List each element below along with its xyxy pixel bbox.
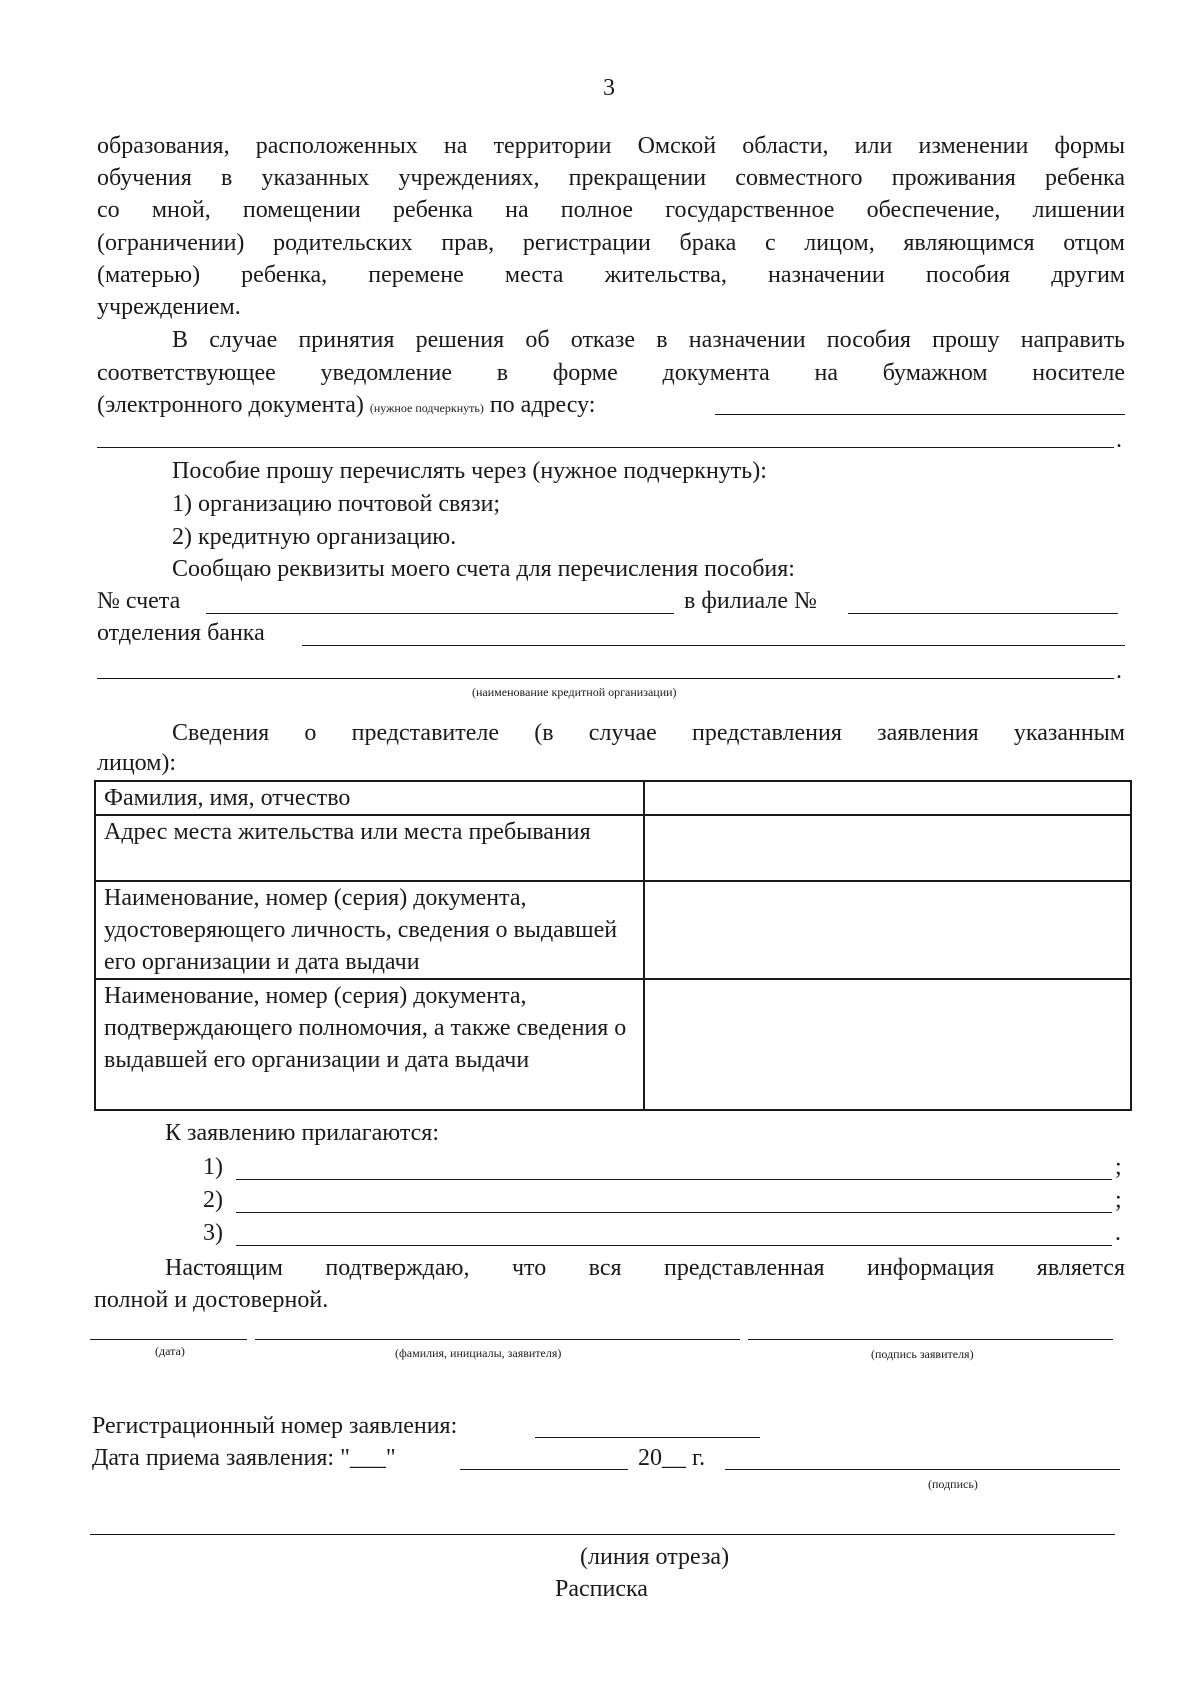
- paragraph-text: (электронного документа): [97, 392, 364, 418]
- applicant-name-field[interactable]: [255, 1339, 740, 1340]
- address-field[interactable]: [715, 414, 1125, 415]
- confirmation-text: полной и достоверной.: [94, 1287, 329, 1313]
- registration-number-label: Регистрационный номер заявления:: [92, 1413, 458, 1439]
- paragraph-line: обучения в указанных учреждениях, прекращении совместного проживания ребенка: [97, 165, 1125, 191]
- table-row: [95, 781, 1131, 815]
- paragraph-line: (матерью) ребенка, перемене места жительства, назначении пособия другим: [97, 262, 1125, 288]
- confirmation-text: Настоящим подтверждаю, что вся представленная информация является: [165, 1255, 1125, 1281]
- end-period: .: [1116, 658, 1122, 684]
- table-cell-value[interactable]: [644, 781, 1131, 815]
- representative-intro: Сведения о представителе (в случае представления заявления указанным: [172, 720, 1125, 746]
- credit-org-caption: (наименование кредитной организации): [472, 685, 677, 699]
- paragraph-line: В случае принятия решения об отказе в назначении пособия прошу направить: [172, 327, 1125, 353]
- address-field-continued[interactable]: [97, 447, 1114, 448]
- receipt-year: 20__ г.: [638, 1445, 706, 1471]
- attachment-field-2[interactable]: [236, 1212, 1112, 1213]
- representative-table: [94, 780, 1132, 1111]
- signature-caption: (подпись заявителя): [871, 1347, 974, 1361]
- end-period: .: [1116, 427, 1122, 453]
- page-number: 3: [603, 75, 615, 101]
- account-number-field[interactable]: [206, 613, 674, 614]
- table-row: [95, 979, 1131, 1110]
- applicant-signature-field[interactable]: [748, 1339, 1113, 1340]
- branch-label: в филиале №: [684, 588, 817, 614]
- attachment-number: 2): [203, 1187, 223, 1213]
- cut-line: [90, 1534, 1115, 1535]
- table-cell-label: Наименование, номер (серия) документа, удостоверяющего личность, сведения о выдавшей его организации и дата выдачи: [95, 881, 644, 979]
- receipt-month-field[interactable]: [460, 1469, 628, 1470]
- underline-hint: (нужное подчеркнуть): [369, 401, 484, 415]
- attachment-field-3[interactable]: [236, 1245, 1112, 1246]
- paragraph-line: соответствующее уведомление в форме документа на бумажном носителе: [97, 360, 1125, 386]
- date-field[interactable]: [90, 1339, 247, 1340]
- table-cell-label: Фамилия, имя, отчество: [95, 781, 644, 815]
- paragraph-line: [97, 389, 595, 424]
- table-cell-label: Наименование, номер (серия) документа, подтверждающего полномочия, а также сведения о выдавшей его организации и дата выдачи: [95, 979, 644, 1110]
- attachment-end: ;: [1115, 1154, 1122, 1180]
- attachment-number: 1): [203, 1154, 223, 1180]
- bank-branch-label: отделения банка: [97, 620, 265, 646]
- date-caption: (дата): [155, 1344, 185, 1358]
- paragraph-line: со мной, помещении ребенка на полное государственное обеспечение, лишении: [97, 197, 1125, 223]
- attachments-title: К заявлению прилагаются:: [165, 1120, 440, 1146]
- payment-option-post[interactable]: 1) организацию почтовой связи;: [172, 491, 501, 517]
- receiver-signature-field[interactable]: [725, 1469, 1120, 1470]
- receipt-date-label: Дата приема заявления: "___": [92, 1445, 396, 1471]
- payment-intro: Пособие прошу перечислять через (нужное подчеркнуть):: [172, 458, 767, 484]
- attachment-end: ;: [1115, 1187, 1122, 1213]
- cut-line-label: (линия отреза): [580, 1544, 730, 1570]
- table-cell-value[interactable]: [644, 881, 1131, 979]
- receiver-signature-caption: (подпись): [928, 1477, 978, 1491]
- representative-intro: лицом):: [97, 750, 177, 776]
- account-label: № счета: [97, 588, 181, 614]
- requisites-intro: Сообщаю реквизиты моего счета для перечисления пособия:: [172, 556, 795, 582]
- paragraph-text: по адресу:: [489, 392, 596, 418]
- branch-number-field[interactable]: [848, 613, 1118, 614]
- table-row: [95, 881, 1131, 979]
- credit-org-field[interactable]: [97, 678, 1114, 679]
- attachment-number: 3): [203, 1220, 223, 1246]
- registration-number-field[interactable]: [535, 1437, 760, 1438]
- paragraph-line: образования, расположенных на территории Омской области, или изменении формы: [97, 133, 1125, 159]
- table-row: [95, 815, 1131, 881]
- receipt-title: Расписка: [555, 1576, 648, 1602]
- paragraph-line: (ограничении) родительских прав, регистрации брака с лицом, являющимся отцом: [97, 230, 1125, 256]
- name-caption: (фамилия, инициалы, заявителя): [395, 1346, 562, 1360]
- paragraph-line: учреждением.: [97, 294, 241, 320]
- table-cell-value[interactable]: [644, 979, 1131, 1110]
- table-cell-value[interactable]: [644, 815, 1131, 881]
- bank-branch-field[interactable]: [302, 645, 1125, 646]
- attachment-end: .: [1115, 1220, 1121, 1246]
- payment-option-bank[interactable]: 2) кредитную организацию.: [172, 524, 457, 550]
- attachment-field-1[interactable]: [236, 1179, 1112, 1180]
- table-cell-label: Адрес места жительства или места пребывания: [95, 815, 644, 881]
